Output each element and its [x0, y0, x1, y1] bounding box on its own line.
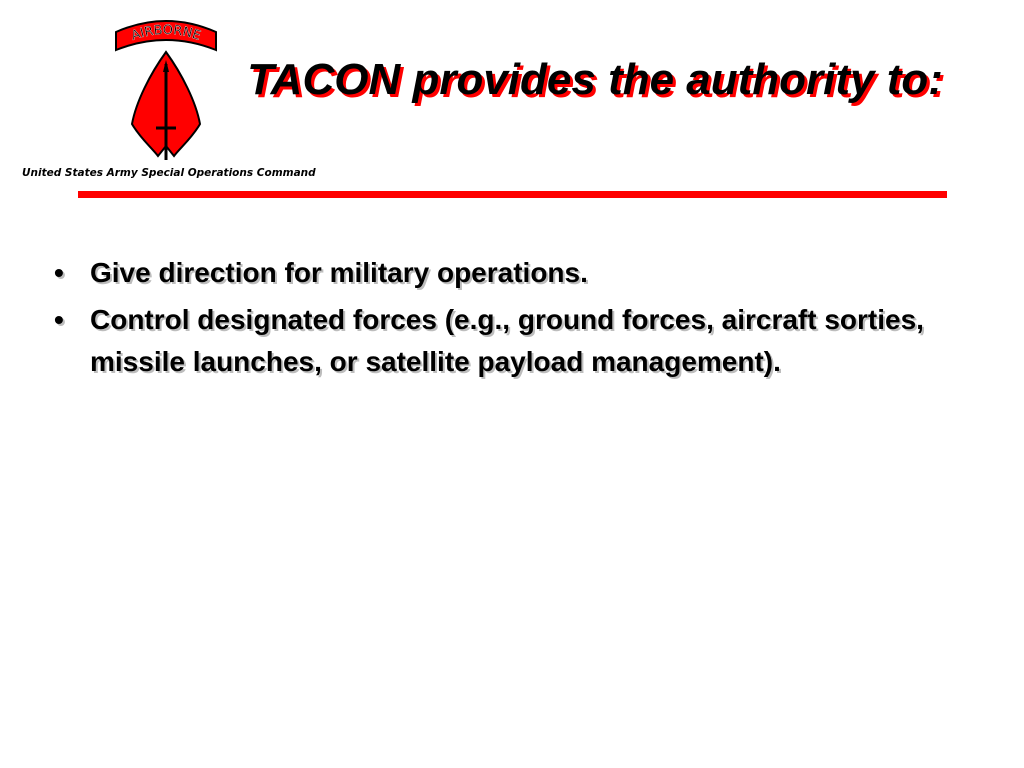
bullet-item — [50, 299, 985, 383]
slide-title: TACON provides the authority to: — [247, 55, 943, 104]
bullet-marker: • — [54, 304, 64, 335]
organization-name: United States Army Special Operations Command — [22, 167, 316, 179]
airborne-tab-text: AIRBORNE — [129, 22, 203, 44]
bullet-marker: • — [54, 257, 64, 288]
bullet-text: Control designated forces (e.g., ground forces, aircraft sorties, missile launches, or satellite payload management). — [90, 304, 924, 377]
title-divider — [78, 191, 947, 198]
bullet-text: Give direction for military operations. — [90, 257, 588, 288]
ussocom-insignia-logo — [110, 16, 222, 162]
bullet-item — [50, 252, 985, 294]
bullet-list — [50, 252, 985, 388]
